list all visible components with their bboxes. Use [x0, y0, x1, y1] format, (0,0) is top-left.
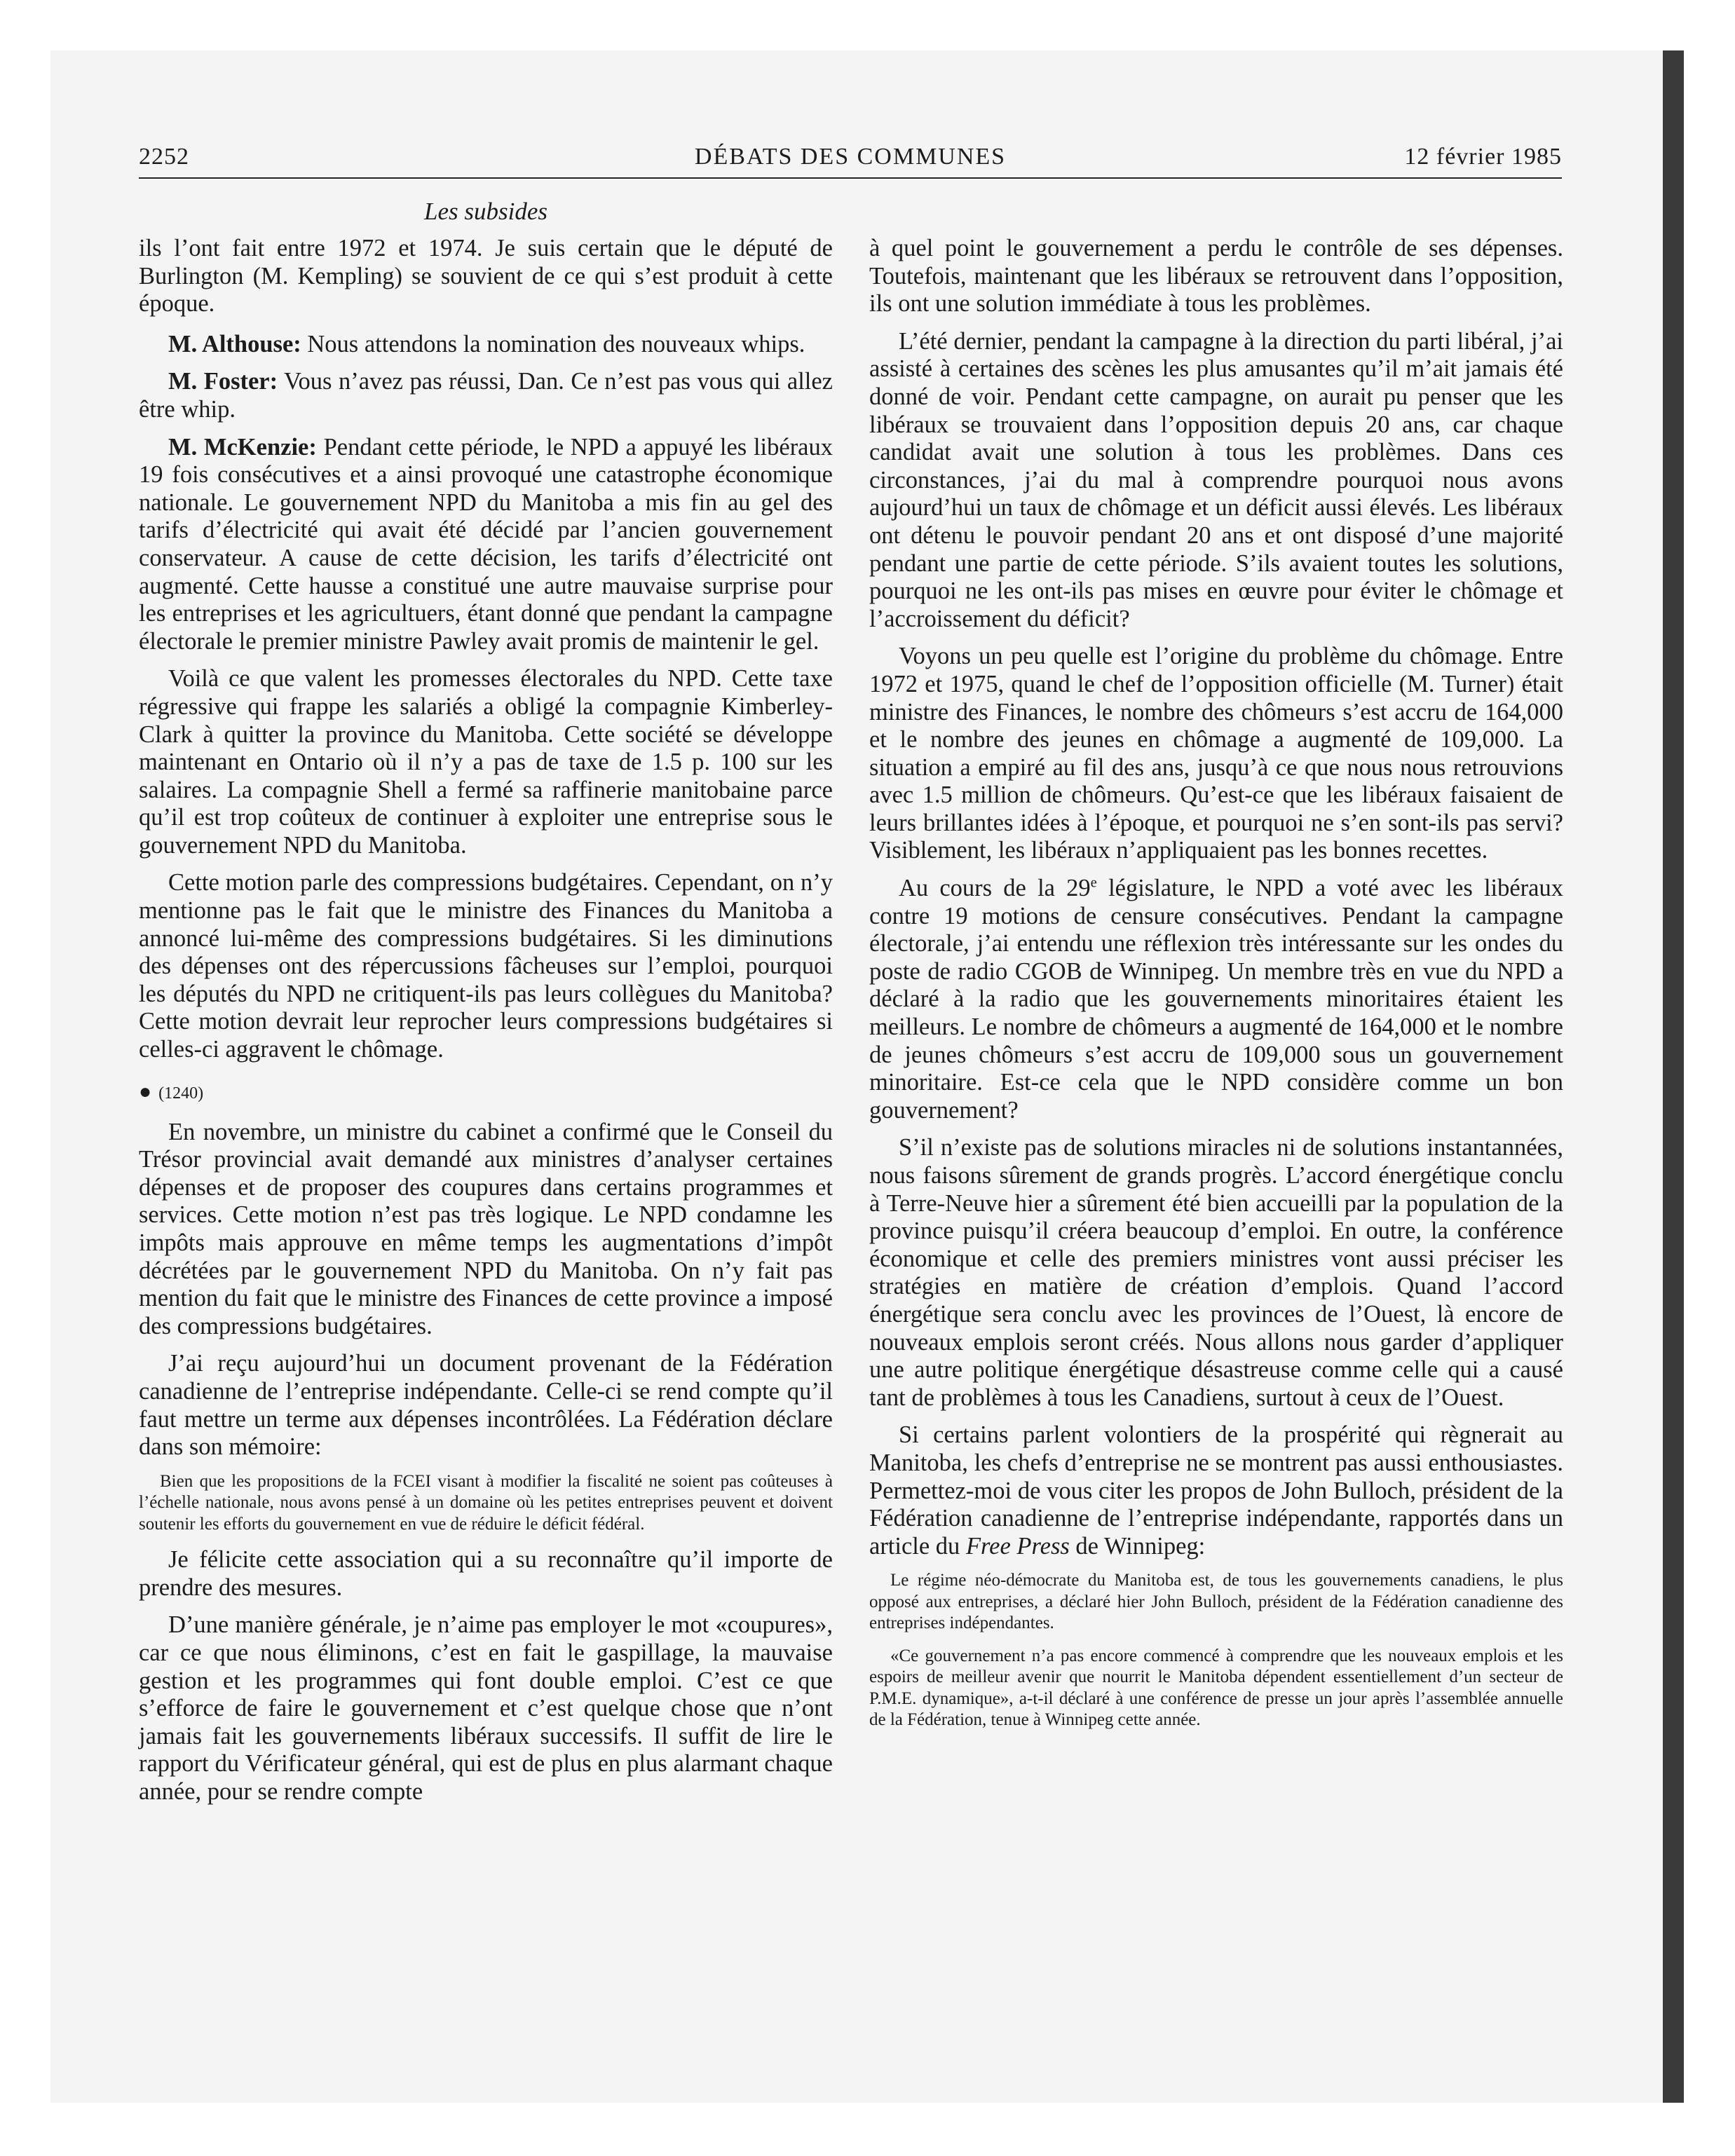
left-column: [139, 235, 833, 1816]
paragraph: Cette motion parle des compressions budgétaires. Cependant, on n’y mentionne pas le fait que le ministre des Finances du Manitoba a annoncé lui-même des compressions budgétaires. Si les diminutions des dépenses ont des répercussions fâcheuses sur l’emploi, pourquoi les députés du NPD ne critiquent-ils pas leurs collègues du Manitoba? Cette motion devrait leur reprocher leurs compressions budgétaires si celles-ci aggravent le chômage.: [139, 869, 833, 1063]
block-quote: Le régime néo-démocrate du Manitoba est, de tous les gouvernements canadiens, le plus opposé aux entreprises, a déclaré hier John Bulloch, président de la Fédération canadienne des entreprises indépendantes.: [869, 1571, 1563, 1633]
right-column: [869, 235, 1563, 1742]
speaker-name: M. McKenzie:: [168, 433, 317, 460]
paragraph: S’il n’existe pas de solutions miracles ni de solutions instantannées, nous faisons sûrement de grands progrès. L’accord énergétique conclu à Terre-Neuve hier a sûrement été bien accueilli par la population de la province puisqu’il créera beaucoup d’emploi. En outre, la conférence économique et celle des premiers ministres vont aussi préciser les stratégies en matière de création d’emplois. Quand l’accord énergétique sera conclu avec les provinces de l’Ouest, là encore de nouveaux emplois seront créés. Nous allons nous garder d’appliquer une autre politique énergétique désastreuse comme celle qui a causé tant de problèmes à tous les Canadiens, surtout à ceux de l’Ouest.: [869, 1134, 1563, 1411]
speaker-name: M. Althouse:: [168, 330, 301, 357]
newspaper-title: Free Press: [965, 1532, 1070, 1560]
paragraph: à quel point le gouvernement a perdu le contrôle de ses dépenses. Toutefois, maintenant que les libéraux se retrouvent dans l’opposition, ils ont une solution immédiate à tous les problèmes.: [869, 235, 1563, 318]
paragraph: J’ai reçu aujourd’hui un document provenant de la Fédération canadienne de l’entreprise indépendante. Celle-ci se rend compte qu’il faut mettre un terme aux dépenses incontrôlées. La Fédération déclare dans son mémoire:: [139, 1350, 833, 1461]
speech-mckenzie: [139, 434, 833, 656]
paragraph: [869, 1421, 1563, 1560]
paragraph: ils l’ont fait entre 1972 et 1974. Je suis certain que le député de Burlington (M. Kempling) se souvient de ce qui s’est produit à cette époque.: [139, 235, 833, 318]
speech-text: Nous attendons la nomination des nouveaux whips.: [301, 330, 805, 357]
time-stamp: (1240): [158, 1084, 204, 1103]
time-marker: [139, 1079, 833, 1106]
block-quote: Bien que les propositions de la FCEI visant à modifier la fiscalité ne soient pas coûteuses à l’échelle nationale, nous avons pensé à un domaine où les petites entreprises peuvent et doivent soutenir les efforts du gouvernement en vue de réduire le déficit fédéral.: [139, 1471, 833, 1534]
block-quote: «Ce gouvernement n’a pas encore commencé à comprendre que les nouveaux emplois et les espoirs de meilleur avenir que nourrit le Manitoba dépendent essentiellement d’un secteur de P.M.E. dynamique», a-t-il déclaré à une conférence de presse un jour après l’assemblée annuelle de la Fédération, tenue à Winnipeg cette année.: [869, 1646, 1563, 1730]
paragraph: Voilà ce que valent les promesses électorales du NPD. Cette taxe régressive qui frappe les salariés a obligé la compagnie Kimberley-Clark à quitter la province du Manitoba. Cette société se développe maintenant en Ontario où il n’y a pas de taxe de 1.5 p. 100 sur les salaires. La compagnie Shell a fermé sa raffinerie manitobaine parce qu’il est trop coûteux de continuer à exploiter une entreprise sous le gouvernement NPD du Manitoba.: [139, 665, 833, 859]
scan-edge: [1663, 50, 1684, 2103]
text-run: Si certains parlent volontiers de la prospérité qui règnerait au Manitoba, les chefs d’entreprise ne se montrent pas aussi enthousiastes. Permettez-moi de vous citer les propos de John Bulloch, président de la Fédération canadienne de l’entreprise indépendante, rapportés dans un article du: [869, 1421, 1563, 1560]
speech-text: Vous n’avez pas réussi, Dan. Ce n’est pas vous qui allez être whip.: [139, 368, 833, 423]
paragraph: L’été dernier, pendant la campagne à la direction du parti libéral, j’ai assisté à certaines des scènes les plus amusantes qu’il m’ait jamais été donné de voir. Pendant cette campagne, on aurait pu penser que les libéraux se trouvaient dans l’opposition depuis 20 ans, car chaque candidat avait une solution à tous les problèmes. Dans ces circonstances, j’ai du mal à comprendre pourquoi nous avons aujourd’hui un taux de chômage et un déficit aussi élevés. Les libéraux ont détenu le pouvoir pendant 20 ans et ont disposé d’une majorité pendant une partie de cette période. S’ils avaient toutes les solutions, pourquoi ne les ont-ils pas mises en œuvre pour éviter le chômage et l’accroissement du déficit?: [869, 327, 1563, 632]
paragraph: Voyons un peu quelle est l’origine du problème du chômage. Entre 1972 et 1975, quand le chef de l’opposition officielle (M. Turner) était ministre des Finances, le nombre des chômeurs s’est accru de 164,000 et le nombre des jeunes en chômage a augmenté de 109,000. La situation a empiré au fil des ans, jusqu’à ce que nous nous retrouvions avec 1.5 million de chômeurs. Qu’est-ce que les libéraux faisaient de leurs brillantes idées à l’époque, et pourquoi ne s’en sont-ils pas servi? Visiblement, les libéraux n’appliquaient pas les bonnes recettes.: [869, 643, 1563, 864]
speaker-name: M. Foster:: [168, 368, 278, 395]
paragraph: En novembre, un ministre du cabinet a confirmé que le Conseil du Trésor provincial avait demandé aux ministres d’analyser certaines dépenses et de proposer des coupures dans certains programmes et services. Cette motion n’est pas très logique. Le NPD condamne les impôts mais approuve en même temps les augmentations d’impôt décrétées par le gouvernement NPD du Manitoba. On n’y fait pas mention du fait que le ministre des Finances de cette province a imposé des compressions budgétaires.: [139, 1118, 833, 1339]
section-title: Les subsides: [424, 198, 547, 225]
speech-althouse: [139, 331, 833, 359]
publication-title: DÉBATS DES COMMUNES: [694, 144, 1007, 170]
text-run: Au cours de la 29: [899, 875, 1091, 902]
page-number: 2252: [139, 144, 189, 170]
text-run: législature, le NPD a voté avec les libéraux contre 19 motions de censure consécutives. Pendant la campagne électorale, j’ai entendu une réflexion très intéressante sur les ondes du poste de radio CGOB de Winnipeg. Un membre très en vue du NPD a déclaré à la radio que les gouvernements minoritaires étaient les meilleurs. Le nombre de chômeurs a augmenté de 164,000 et le nombre de jeunes chômeurs s’est accru de 109,000 sous un gouvernement minoritaire. Est-ce cela que le NPD considère comme un bon gouvernement?: [869, 875, 1563, 1124]
superscript: e: [1090, 875, 1097, 891]
text-run: de Winnipeg:: [1069, 1532, 1206, 1560]
paragraph: Je félicite cette association qui a su reconnaître qu’il importe de prendre des mesures.: [139, 1546, 833, 1601]
paragraph: D’une manière générale, je n’aime pas employer le mot «coupures», car ce que nous éliminons, c’est en fait le gaspillage, la mauvaise gestion et les programmes qui font double emploi. C’est ce que s’efforce de faire le gouvernement et c’est quelque chose que n’ont jamais fait les gouvernements libéraux successifs. Il suffit de lire le rapport du Vérificateur général, qui est de plus en plus alarmant chaque année, pour se rendre compte: [139, 1611, 833, 1805]
paragraph: [869, 875, 1563, 1124]
speech-text: Pendant cette période, le NPD a appuyé les libéraux 19 fois consécutives et a ainsi provoqué une catastrophe économique nationale. Le gouvernement NPD du Manitoba a mis fin au gel des tarifs d’électricité qui avait été décidé par l’ancien gouvernement conservateur. A cause de cette décision, les tarifs d’électricité ont augmenté. Cette hausse a constitué une autre mauvaise surprise pour les entreprises et les agricultuers, étant donné que pendant la campagne électorale le premier ministre Pawley avait promis de maintenir le gel.: [139, 433, 833, 655]
publication-date: 12 février 1985: [1404, 144, 1562, 170]
page-header: [139, 144, 1562, 179]
bullet-icon: ●: [139, 1079, 152, 1103]
speech-foster: [139, 368, 833, 423]
